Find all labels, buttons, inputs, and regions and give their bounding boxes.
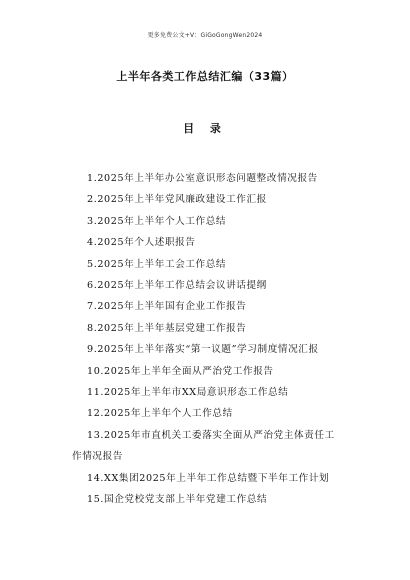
- toc-item-label: 11.2025年上半年市XX局意识形态工作总结: [87, 387, 289, 399]
- toc-item-label: 12.2025年上半年个人工作总结: [87, 408, 233, 420]
- toc-item[interactable]: [87, 382, 355, 403]
- toc-item[interactable]: [87, 468, 355, 489]
- toc-item-label: 9.2025年上半年落实“第一议题”学习制度情况汇报: [87, 344, 319, 356]
- toc-item-label: 1.2025年上半年办公室意识形态问题整改情况报告: [87, 173, 318, 184]
- toc-item[interactable]: [87, 275, 355, 296]
- toc-item[interactable]: [72, 425, 355, 468]
- toc-item-label: 13.2025年市直机关工委落实全面从严治党主体责任工: [87, 429, 335, 441]
- toc-item-label: 5.2025年上半年工会工作总结: [87, 258, 227, 270]
- toc-item-label: 2.2025年上半年党风廉政建设工作汇报: [87, 194, 267, 206]
- toc-item-label-continuation: 作情况报告: [72, 451, 123, 463]
- toc-item[interactable]: [87, 339, 355, 360]
- toc-item[interactable]: [87, 403, 355, 424]
- toc-item[interactable]: [87, 189, 355, 210]
- toc-item-label: 7.2025年上半年国有企业工作报告: [87, 301, 247, 313]
- toc-item-label: 15.国企党校党支部上半年党建工作总结: [87, 494, 268, 506]
- toc-item[interactable]: [87, 254, 355, 275]
- toc-item-label: 14.XX集团2025年上半年工作总结暨下半年工作计划: [87, 472, 330, 484]
- header-note: 更多免费公文+V：GiGoGongWen2024: [147, 32, 263, 39]
- toc-item[interactable]: [87, 361, 355, 382]
- toc-item-label: 6.2025年上半年工作总结会议讲话提纲: [87, 280, 267, 292]
- toc-list: [72, 168, 355, 511]
- toc-item[interactable]: [87, 296, 355, 317]
- document-title: 上半年各类工作总结汇编（33篇）: [116, 70, 294, 83]
- toc-item[interactable]: [87, 211, 355, 232]
- toc-item-label: 4.2025年个人述职报告: [87, 237, 196, 249]
- toc-item[interactable]: [87, 318, 355, 339]
- toc-item-label: 8.2025年上半年基层党建工作报告: [87, 322, 247, 334]
- toc-item[interactable]: [87, 168, 355, 189]
- toc-item[interactable]: [87, 232, 355, 253]
- toc-item-label: 10.2025年上半年全面从严治党工作报告: [87, 365, 274, 377]
- toc-heading: 目 录: [183, 122, 227, 135]
- toc-item[interactable]: [87, 489, 355, 510]
- toc-item-label: 3.2025年上半年个人工作总结: [87, 215, 227, 227]
